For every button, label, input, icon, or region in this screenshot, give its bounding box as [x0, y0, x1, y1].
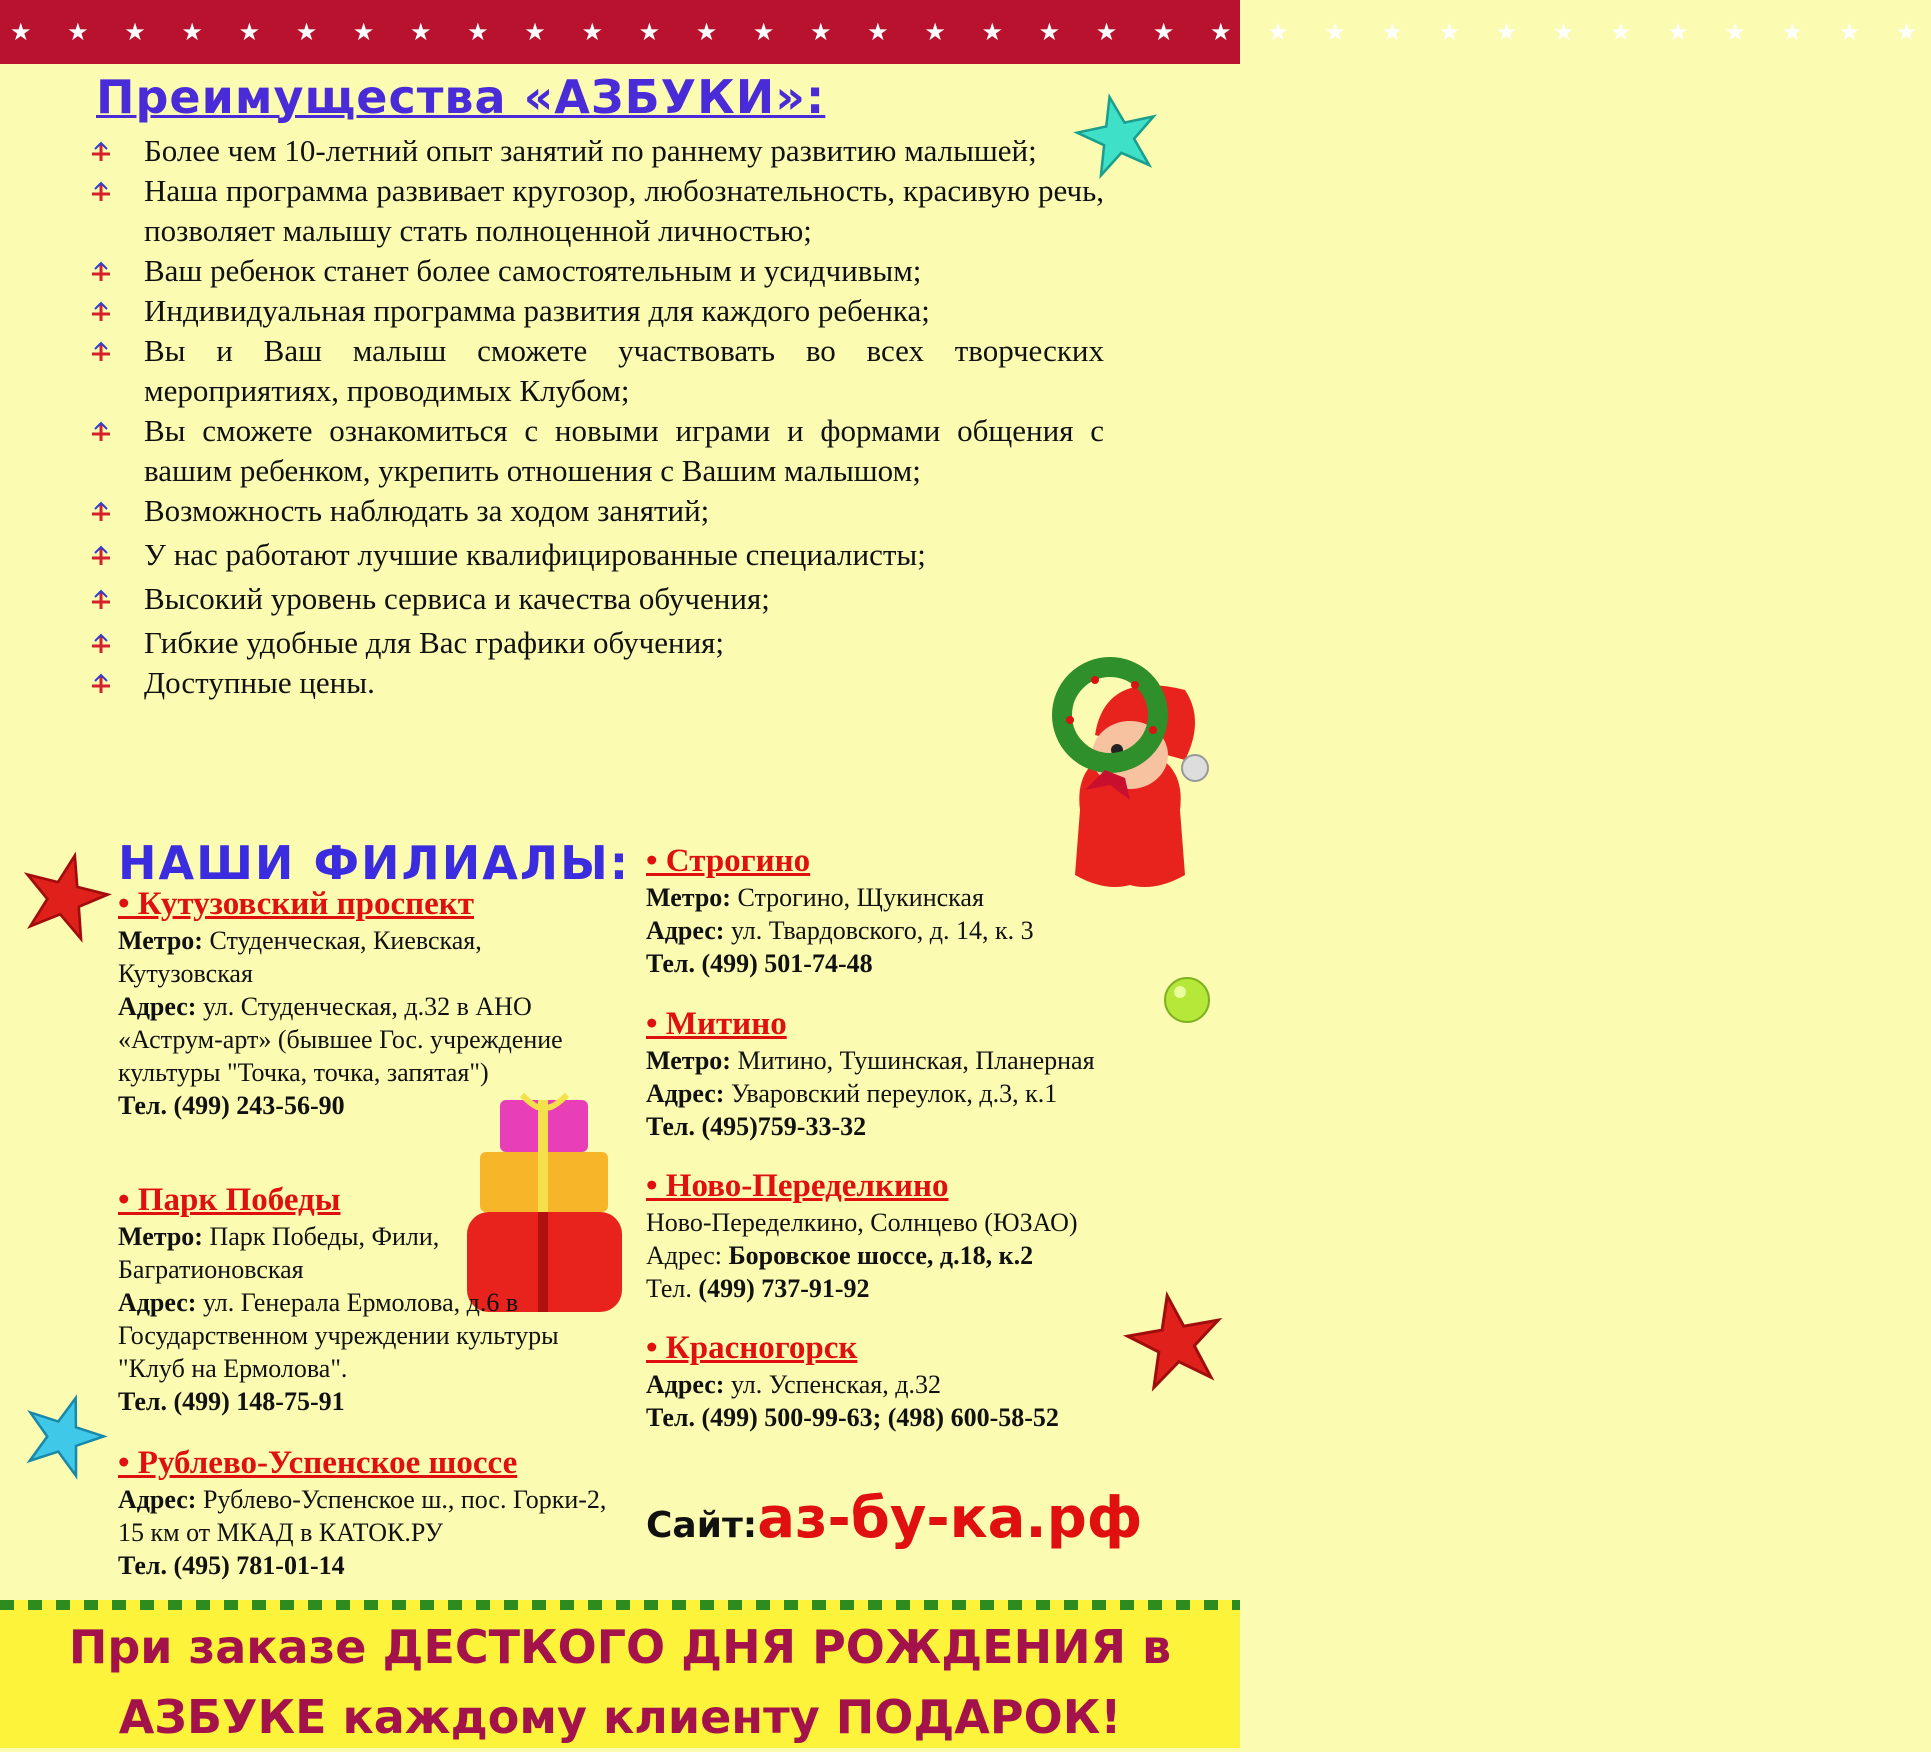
address-text: ул. Генерала Ермолова, д.6 в Государственном учреждении культуры "Клуб на Ермолова". — [118, 1288, 559, 1383]
list-item — [90, 623, 1104, 663]
branches-title: НАШИ ФИЛИАЛЫ: — [118, 836, 631, 890]
metro-label: Метро: — [646, 883, 731, 912]
advantages-list — [90, 131, 1104, 703]
address-text: Боровское шоссе, д.18, к.2 — [728, 1241, 1034, 1270]
phone-label: Тел. — [646, 1274, 699, 1303]
address-label: Адрес: — [646, 1241, 729, 1270]
advantage-text: Наша программа развивает кругозор, любознательность, красивую речь, позволяет малышу стать полноценной личностью; — [144, 173, 1104, 248]
metro-label: Метро: — [646, 1046, 731, 1075]
website-label: Сайт: — [646, 1505, 758, 1546]
branch-park-pobedy — [118, 1180, 588, 1418]
address-label: Адрес: — [646, 916, 725, 945]
list-item — [90, 131, 1104, 171]
branch-novo-peredelkino — [646, 1166, 1166, 1305]
cyan-star-icon — [22, 1392, 106, 1476]
metro-label: Метро: — [118, 1222, 203, 1251]
address-label: Адрес: — [118, 1288, 197, 1317]
address-text: ул. Студенческая, д.32 в АНО «Аструм-арт» (бывшее Гос. учреждение культуры "Точка, точка, запятая") — [118, 992, 563, 1087]
phone-number: (499) 737-91-92 — [698, 1274, 870, 1303]
metro-stations: Митино, Тушинская, Планерная — [730, 1046, 1095, 1075]
branch-name: • Парк Победы — [118, 1182, 341, 1218]
arrow-bullet-icon — [90, 673, 112, 695]
list-item — [90, 171, 1104, 251]
phone-number: Тел. (499) 500-99-63; (498) 600-58-52 — [646, 1403, 1059, 1432]
advantage-text: Доступные цены. — [144, 665, 375, 700]
address-label: Адрес: — [646, 1079, 725, 1108]
arrow-bullet-icon — [90, 341, 112, 363]
advantage-text: Индивидуальная программа развития для каждого ребенка; — [144, 293, 930, 328]
address-text: ул. Твардовского, д. 14, к. 3 — [724, 916, 1034, 945]
arrow-bullet-icon — [90, 589, 112, 611]
advantage-text: Вы сможете ознакомиться с новыми играми и формами общения с вашим ребенком, укрепить отношения с Вашим малышом; — [144, 413, 1104, 488]
phone-number: Тел. (499) 501-74-48 — [646, 949, 873, 978]
arrow-bullet-icon — [90, 545, 112, 567]
top-stars-row: ★ ★ ★ ★ ★ ★ ★ ★ ★ ★ ★ ★ ★ ★ ★ ★ ★ ★ ★ ★ ★ ★ ★ ★ ★ ★ ★ ★ ★ ★ ★ ★ ★ ★ — [10, 18, 1931, 46]
arrow-bullet-icon — [90, 421, 112, 443]
list-item — [90, 491, 1104, 531]
list-item — [90, 411, 1104, 491]
promo-line: АЗБУКЕ каждому клиенту ПОДАРОК! — [118, 1690, 1122, 1744]
arrow-bullet-icon — [90, 501, 112, 523]
list-item — [90, 579, 1104, 619]
advantage-text: Ваш ребенок станет более самостоятельным и усидчивым; — [144, 253, 922, 288]
branch-rublevo — [118, 1443, 618, 1582]
metro-stations: Парк Победы, Фили, Багратионовская — [118, 1222, 440, 1284]
metro-label: Метро: — [118, 926, 203, 955]
branch-kutuzovsky — [118, 884, 588, 1122]
list-item — [90, 251, 1104, 291]
phone-number: Тел. (495) 781-01-14 — [118, 1551, 345, 1580]
branch-name: • Митино — [646, 1006, 787, 1042]
list-item — [90, 291, 1104, 331]
district-text: Ново-Переделкино, Солнцево (ЮЗАО) — [646, 1208, 1078, 1237]
address-label: Адрес: — [646, 1370, 725, 1399]
promo-line: При заказе ДЕСТКОГО ДНЯ РОЖДЕНИЯ в — [68, 1620, 1172, 1674]
branch-name: • Кутузовский проспект — [118, 886, 474, 922]
arrow-bullet-icon — [90, 301, 112, 323]
address-text: ул. Успенская, д.32 — [724, 1370, 941, 1399]
advantage-text: Более чем 10-летний опыт занятий по раннему развитию малышей; — [144, 133, 1037, 168]
phone-number: Тел. (499) 243-56-90 — [118, 1091, 345, 1120]
arrow-bullet-icon — [90, 141, 112, 163]
advantage-text: У нас работают лучшие квалифицированные специалисты; — [144, 537, 926, 572]
branch-name: • Ново-Переделкино — [646, 1168, 949, 1204]
promo-text — [0, 1612, 1240, 1752]
branch-krasnogorsk — [646, 1328, 1166, 1434]
top-band — [0, 0, 1931, 64]
list-item — [90, 663, 1104, 703]
website — [646, 1486, 1142, 1551]
branch-name: • Рублево-Успенское шоссе — [118, 1445, 518, 1481]
metro-stations: Строгино, Щукинская — [730, 883, 984, 912]
metro-stations: Студенческая, Киевская, Кутузовская — [118, 926, 482, 988]
advantage-text: Высокий уровень сервиса и качества обучения; — [144, 581, 770, 616]
green-ball-icon — [1162, 975, 1212, 1025]
list-item — [90, 331, 1104, 411]
phone-number: Тел. (499) 148-75-91 — [118, 1387, 345, 1416]
arrow-bullet-icon — [90, 181, 112, 203]
address-text: Рублево-Успенское ш., пос. Горки-2, 15 км от МКАД в КАТОК.РУ — [118, 1485, 607, 1547]
branch-strogino — [646, 841, 1106, 980]
website-link[interactable]: аз-бу-ка.рф — [757, 1486, 1143, 1551]
dashed-divider — [0, 1600, 1240, 1610]
advantage-text: Гибкие удобные для Вас графики обучения; — [144, 625, 725, 660]
red-star-icon — [20, 850, 110, 940]
advantages-title: Преимущества «АЗБУКИ»: — [96, 70, 826, 124]
branch-mitino — [646, 1004, 1166, 1143]
advantage-text: Вы и Ваш малыш сможете участвовать во всех творческих мероприятиях, проводимых Клубом; — [144, 333, 1104, 408]
list-item — [90, 535, 1104, 575]
arrow-bullet-icon — [90, 633, 112, 655]
arrow-bullet-icon — [90, 261, 112, 283]
address-label: Адрес: — [118, 1485, 197, 1514]
phone-number: Тел. (495)759-33-32 — [646, 1112, 867, 1141]
address-label: Адрес: — [118, 992, 197, 1021]
branch-name: • Красногорск — [646, 1330, 858, 1366]
branch-name: • Строгино — [646, 843, 811, 879]
address-text: Уваровский переулок, д.3, к.1 — [724, 1079, 1058, 1108]
advantage-text: Возможность наблюдать за ходом занятий; — [144, 493, 710, 528]
